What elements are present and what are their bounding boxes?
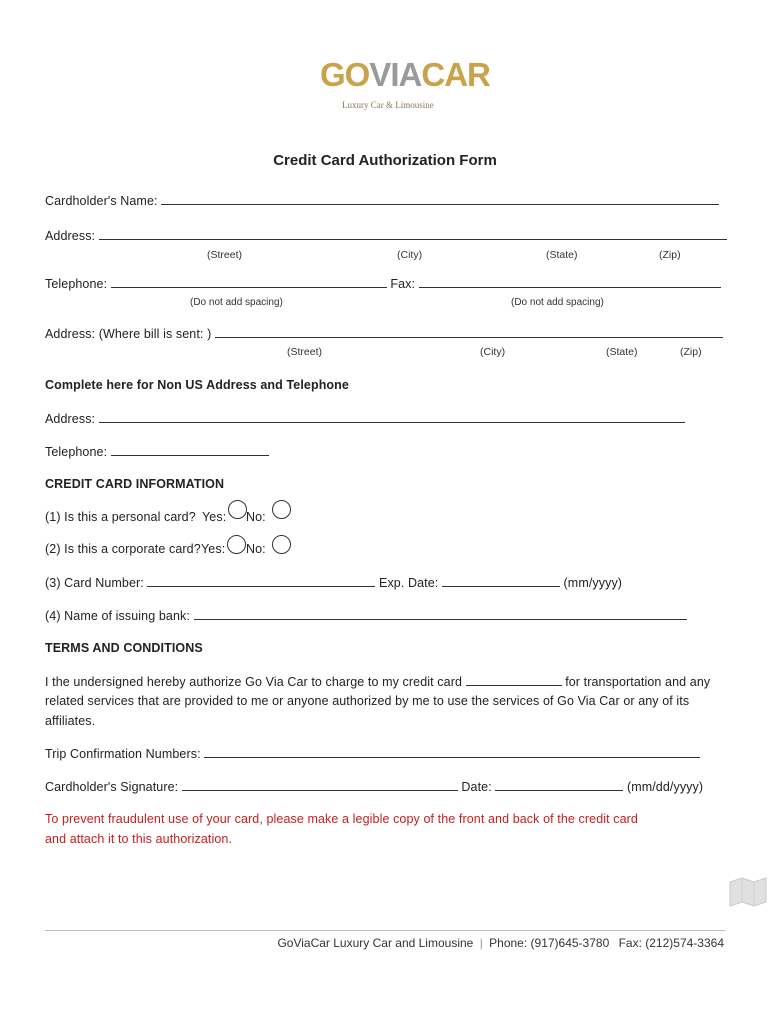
corporate-no-radio[interactable] <box>272 535 291 554</box>
issuing-bank-row <box>45 608 687 623</box>
terms-line-3: affiliates. <box>45 714 96 728</box>
form-title: Credit Card Authorization Form <box>273 152 497 169</box>
signature-date-format: (mm/dd/yyyy) <box>626 780 704 794</box>
notice-line-2: and attach it to this authorization. <box>45 832 233 846</box>
non-us-telephone-label: Telephone: <box>45 445 108 459</box>
trip-confirmation-label: Trip Confirmation Numbers: <box>45 747 201 761</box>
address-state-hint: (State) <box>546 249 578 261</box>
signature-date-label: Date: <box>461 780 492 794</box>
bill-state-hint: (State) <box>606 346 638 358</box>
logo-car: CAR <box>421 56 490 93</box>
terms-line-1 <box>45 674 710 689</box>
footer-fax: Fax: (212)574-3364 <box>618 936 724 950</box>
address-row <box>45 228 727 243</box>
exp-date-label: Exp. Date: <box>379 576 439 590</box>
corporate-card-question: (2) Is this a corporate card? <box>45 542 201 556</box>
issuing-bank-line[interactable] <box>194 608 687 620</box>
telephone-line[interactable] <box>111 276 387 288</box>
telephone-row <box>45 276 721 291</box>
card-number-row <box>45 575 622 590</box>
charge-amount-line[interactable] <box>466 674 562 686</box>
bill-address-label: Address: (Where bill is sent: ) <box>45 327 212 341</box>
exp-date-format: (mm/yyyy) <box>563 576 623 590</box>
page-curl-icon <box>728 876 768 908</box>
address-city-hint: (City) <box>397 249 423 261</box>
card-number-label: (3) Card Number: <box>45 576 144 590</box>
terms-line-1b: for transportation and any <box>565 675 711 689</box>
bill-address-line[interactable] <box>215 326 723 338</box>
cardholder-name-row <box>45 193 719 208</box>
footer <box>277 936 724 950</box>
logo-via: VIA <box>369 56 422 93</box>
signature-line[interactable] <box>182 779 458 791</box>
non-us-telephone-line[interactable] <box>111 444 269 456</box>
bill-address-row <box>45 326 723 341</box>
address-zip-hint: (Zip) <box>659 249 681 261</box>
non-us-address-line[interactable] <box>99 411 685 423</box>
cardholder-name-label: Cardholder's Name: <box>45 194 158 208</box>
bill-zip-hint: (Zip) <box>680 346 702 358</box>
issuing-bank-label: (4) Name of issuing bank: <box>45 609 190 623</box>
corporate-no-label: No: <box>246 542 266 556</box>
terms-line-2: related services that are provided to me or anyone authorized by me to use the services of Go Via Car or any of its <box>45 694 690 708</box>
corporate-yes-label: Yes: <box>201 542 226 556</box>
trip-confirmation-line[interactable] <box>204 746 700 758</box>
logo-wordmark <box>320 56 490 94</box>
logo-tagline: Luxury Car & Limousine <box>342 100 434 110</box>
personal-no-radio[interactable] <box>272 500 291 519</box>
card-number-line[interactable] <box>147 575 375 587</box>
personal-yes-label: Yes: <box>202 510 227 524</box>
cardholder-name-line[interactable] <box>161 193 719 205</box>
telephone-label: Telephone: <box>45 277 108 291</box>
trip-confirmation-row <box>45 746 700 761</box>
logo <box>320 56 490 116</box>
corporate-yes-radio[interactable] <box>227 535 246 554</box>
address-line[interactable] <box>99 228 727 240</box>
non-us-heading: Complete here for Non US Address and Telephone <box>45 378 349 392</box>
signature-row <box>45 779 703 794</box>
footer-rule <box>45 930 725 931</box>
terms-heading: TERMS AND CONDITIONS <box>45 641 203 655</box>
bill-city-hint: (City) <box>480 346 506 358</box>
personal-no-label: No: <box>246 510 266 524</box>
footer-separator: | <box>479 936 483 950</box>
signature-date-line[interactable] <box>495 779 623 791</box>
non-us-address-label: Address: <box>45 412 96 426</box>
address-street-hint: (Street) <box>207 249 243 261</box>
fax-line[interactable] <box>419 276 721 288</box>
personal-yes-radio[interactable] <box>228 500 247 519</box>
terms-line-1a: I the undersigned hereby authorize Go Via Car to charge to my credit card <box>45 675 463 689</box>
fax-label: Fax: <box>390 277 416 291</box>
logo-go: GO <box>320 56 370 93</box>
card-info-heading: CREDIT CARD INFORMATION <box>45 477 225 491</box>
footer-phone: Phone: (917)645-3780 <box>489 936 610 950</box>
non-us-telephone-row <box>45 444 269 459</box>
telephone-spacing-hint: (Do not add spacing) <box>190 297 283 308</box>
signature-label: Cardholder's Signature: <box>45 780 179 794</box>
address-label: Address: <box>45 229 96 243</box>
notice-line-1: To prevent fraudulent use of your card, please make a legible copy of the front and back of the credit card <box>45 812 638 826</box>
footer-company: GoViaCar Luxury Car and Limousine <box>277 936 474 950</box>
exp-date-line[interactable] <box>442 575 560 587</box>
personal-card-question: (1) Is this a personal card? <box>45 510 196 524</box>
non-us-address-row <box>45 411 685 426</box>
fax-spacing-hint: (Do not add spacing) <box>511 297 604 308</box>
bill-street-hint: (Street) <box>287 346 323 358</box>
